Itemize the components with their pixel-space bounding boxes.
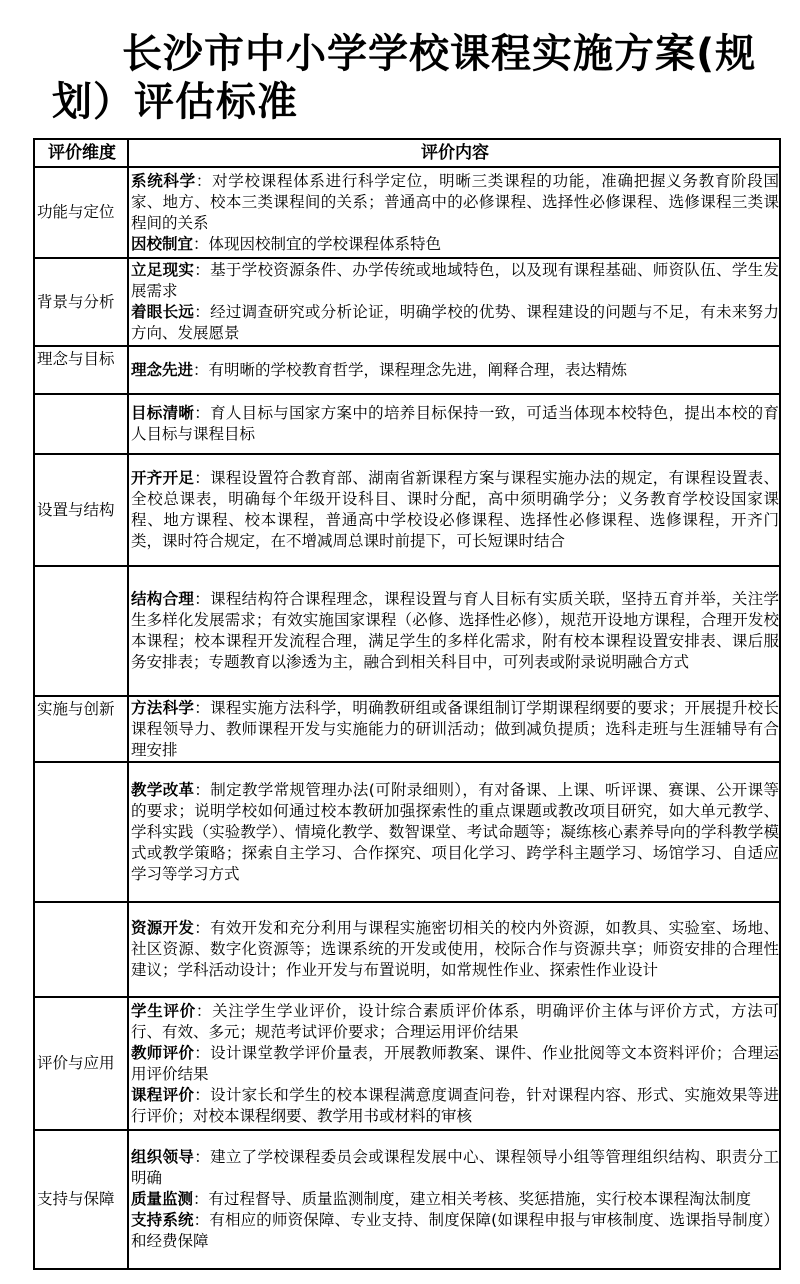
criterion-separator: ： xyxy=(194,261,211,279)
criterion-item xyxy=(131,360,779,381)
criterion-item xyxy=(131,698,779,761)
table-row xyxy=(34,762,780,902)
table-row xyxy=(34,566,780,696)
criterion-term: 教学改革 xyxy=(131,780,195,799)
content-cell xyxy=(128,566,780,696)
criterion-separator: ： xyxy=(195,171,213,190)
criterion-separator: ： xyxy=(194,780,211,799)
criterion-separator: ： xyxy=(193,234,209,253)
criterion-text: 建立了学校课程委员会或课程发展中心、课程领导小组等管理组织结构、职责分工明确 xyxy=(131,1148,779,1187)
criterion-term: 系统科学 xyxy=(131,171,196,190)
content-cell xyxy=(128,997,780,1130)
criterion-item xyxy=(131,260,779,302)
criterion-separator: ： xyxy=(195,1001,213,1020)
criterion-item xyxy=(131,918,779,981)
table-row xyxy=(34,997,780,1130)
criterion-text: 制定教学常规管理办法(可附录细则），有对备课、上课、听评课、赛课、公开课等的要求；说明学校如何通过校本教研加强探索性的重点课题或教改项目研究，如大单元教学、学科实践（实验教学）、情境化教学、数智课堂、考试命题等；凝练核心素养导向的学科教学模式或教学策略；探索自主学习、合作探究、项目化学习、跨学科主题学习、场馆学习、自适应学习等学习方式 xyxy=(131,780,779,883)
criterion-item xyxy=(131,1210,779,1252)
table-row xyxy=(34,1130,780,1269)
criterion-text: 设计家长和学生的校本课程满意度调查问卷，针对课程内容、形式、实施效果等进行评价；对校本课程纲要、教学用书或材料的审核 xyxy=(131,1085,779,1125)
criterion-item xyxy=(131,1147,779,1189)
criterion-item xyxy=(131,302,779,344)
evaluation-table xyxy=(33,138,781,1270)
criterion-text: 基于学校资源条件、办学传统或地域特色，以及现有课程基础、师资队伍、学生发展需求 xyxy=(131,261,779,300)
header-content: 评价内容 xyxy=(128,139,780,167)
criterion-item xyxy=(131,171,779,234)
criterion-text: 对学校课程体系进行科学定位，明晰三类课程的功能，准确把握义务教育阶段国家、地方、校本三类课程间的关系；普通高中的必修课程、选择性必修课程、选修课程三类课程间的关系 xyxy=(131,171,779,232)
criterion-term: 结构合理 xyxy=(131,590,195,608)
dimension-cell: 理念与目标 xyxy=(34,346,128,394)
dimension-cell xyxy=(34,394,128,454)
table-row xyxy=(34,258,780,346)
criterion-separator: ： xyxy=(194,404,211,422)
criterion-text: 课程结构符合课程理念，课程设置与育人目标有实质关联，坚持五育并举，关注学生多样化发展需求；有效实施国家课程（必修、选择性必修），规范开设地方课程，合理开发校本课程；校本课程开发流程合理，满足学生的多样化需求，附有校本课程设置安排表、课后服务安排表；专题教育以渗透为主，融合到相关科目中，可列表或附录说明融合方式 xyxy=(131,590,779,671)
criterion-term: 目标清晰 xyxy=(131,404,195,422)
criterion-term: 着眼长远 xyxy=(131,303,195,321)
table-row xyxy=(34,394,780,454)
dimension-cell: 实施与创新 xyxy=(34,696,128,762)
content-cell xyxy=(128,696,780,762)
content-cell xyxy=(128,454,780,566)
content-cell xyxy=(128,1130,780,1269)
table-row xyxy=(34,454,780,566)
criterion-term: 课程评价 xyxy=(131,1085,195,1104)
criterion-text: 课程实施方法科学，明确教研组或备课组制订学期课程纲要的要求；开展提升校长课程领导力、教师课程开发与实施能力的研训活动；做到减负提质；选科走班与生涯辅导有合理安排 xyxy=(131,698,779,759)
content-cell xyxy=(128,762,780,902)
header-dimension: 评价维度 xyxy=(34,139,128,167)
criterion-term: 组织领导 xyxy=(131,1148,195,1166)
criterion-separator: ： xyxy=(194,469,211,487)
criterion-item xyxy=(131,1001,779,1043)
criterion-separator: ： xyxy=(193,1190,209,1208)
criterion-term: 理念先进 xyxy=(131,360,194,379)
dimension-cell: 评价与应用 xyxy=(34,997,128,1130)
criterion-text: 有明晰的学校教育哲学，课程理念先进，阐释合理，表达精炼 xyxy=(208,360,628,379)
criterion-item xyxy=(131,403,779,445)
criterion-text: 设计课堂教学评价量表，开展教师教案、课件、作业批阅等文本资料评价；合理运用评价结果 xyxy=(131,1043,779,1083)
criterion-term: 质量监测 xyxy=(131,1190,194,1208)
criterion-item xyxy=(131,1189,779,1210)
criterion-item xyxy=(131,234,779,255)
dimension-cell: 功能与定位 xyxy=(34,167,128,258)
table-row xyxy=(34,696,780,762)
dimension-cell xyxy=(34,566,128,696)
criterion-separator: ： xyxy=(194,303,211,321)
content-cell xyxy=(128,394,780,454)
content-cell xyxy=(128,346,780,394)
criterion-text: 有相应的师资保障、专业支持、制度保障(如课程申报与审核制度、选课指导制度）和经费保障 xyxy=(131,1211,779,1250)
dimension-cell: 支持与保障 xyxy=(34,1130,128,1269)
criterion-term: 资源开发 xyxy=(131,919,195,937)
table-row xyxy=(34,346,780,394)
criterion-term: 立足现实 xyxy=(131,261,195,279)
dimension-cell: 设置与结构 xyxy=(34,454,128,566)
criterion-text: 经过调查研究或分析论证，明确学校的优势、课程建设的问题与不足，有未来努力方向、发展愿景 xyxy=(131,303,779,342)
criterion-text: 育人目标与国家方案中的培养目标保持一致，可适当体现本校特色，提出本校的育人目标与课程目标 xyxy=(131,404,779,443)
criterion-term: 因校制宜 xyxy=(131,234,194,253)
criterion-term: 支持系统 xyxy=(131,1211,194,1229)
criterion-separator: ： xyxy=(194,919,211,937)
criterion-item xyxy=(131,1043,779,1085)
criterion-term: 方法科学 xyxy=(131,698,195,717)
criterion-separator: ： xyxy=(193,1211,210,1229)
content-cell xyxy=(128,258,780,346)
content-cell xyxy=(128,167,780,258)
criterion-text: 体现因校制宜的学校课程体系特色 xyxy=(208,234,442,253)
criterion-term: 学生评价 xyxy=(131,1001,196,1020)
table-header-row xyxy=(34,139,780,167)
criterion-separator: ： xyxy=(193,360,209,379)
criterion-separator: ： xyxy=(194,590,211,608)
criterion-text: 有效开发和充分利用与课程实施密切相关的校内外资源，如教具、实验室、场地、社区资源、数字化资源等；选课系统的开发或使用，校际合作与资源共享；师资安排的合理性建议；学科活动设计；作业开发与布置说明，如常规性作业、探索性作业设计 xyxy=(131,919,779,979)
dimension-cell xyxy=(34,902,128,997)
table-row xyxy=(34,902,780,997)
criterion-item xyxy=(131,1085,779,1127)
criterion-item xyxy=(131,780,779,885)
dimension-cell xyxy=(34,762,128,902)
criterion-separator: ： xyxy=(194,698,211,717)
criterion-term: 开齐开足 xyxy=(131,469,195,487)
criterion-separator: ： xyxy=(194,1043,211,1062)
criterion-text: 关注学生学业评价，设计综合素质评价体系，明确评价主体与评价方式，方法可行、有效、多元；规范考试评价要求；合理运用评价结果 xyxy=(131,1001,779,1041)
page-title: 长沙市中小学学校课程实施方案(规划）评估标准 xyxy=(52,31,757,125)
criterion-separator: ： xyxy=(194,1085,211,1104)
content-cell xyxy=(128,902,780,997)
criterion-item xyxy=(131,468,779,552)
criterion-term: 教师评价 xyxy=(131,1043,195,1062)
table-row xyxy=(34,167,780,258)
table-body xyxy=(34,167,780,1269)
criterion-separator: ： xyxy=(194,1148,211,1166)
dimension-cell: 背景与分析 xyxy=(34,258,128,346)
criterion-text: 课程设置符合教育部、湖南省新课程方案与课程实施办法的规定，有课程设置表、全校总课表，明确每个年级开设科目、课时分配，高中须明确学分；义务教育学校设国家课程、地方课程、校本课程，普通高中学校设必修课程、选择性必修课程、选修课程，开齐门类，课时符合规定，在不增减周总课时前提下，可长短课时结合 xyxy=(131,469,779,550)
criterion-text: 有过程督导、质量监测制度，建立相关考核、奖惩措施，实行校本课程淘汰制度 xyxy=(208,1190,752,1208)
criterion-item xyxy=(131,589,779,673)
